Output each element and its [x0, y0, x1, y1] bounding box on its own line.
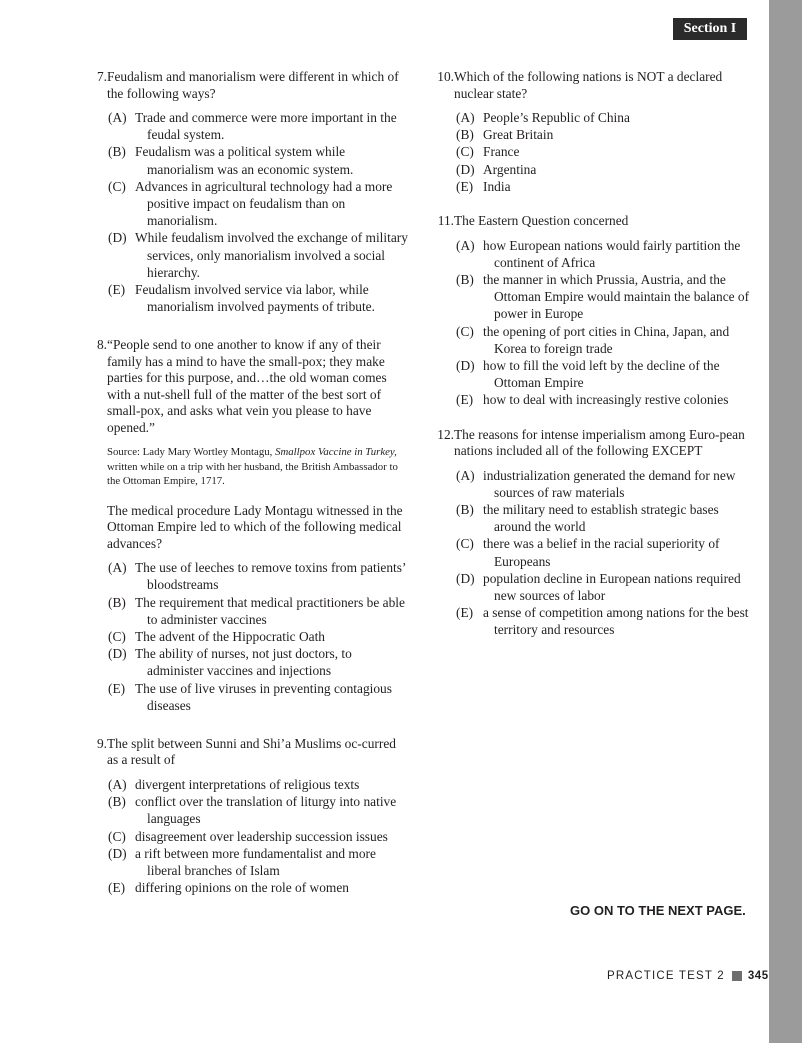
choice-text: divergent interpretations of religious texts: [135, 776, 360, 792]
answer-choice[interactable]: [455, 161, 757, 178]
choice-text: People’s Republic of China: [483, 110, 630, 125]
question-quote: “People send to one another to know if any of their family has a mind to have the small-pox; they make parties for this purpose, and…the old woman comes with a nut-shell full of the matter of the best sort of small-pox, and asks what vein you please to have opened.”: [107, 337, 387, 435]
choice-letter: (E): [456, 178, 474, 194]
choice-text: Great Britain: [483, 127, 554, 143]
choice-letter: (A): [108, 560, 127, 576]
choice-text: a sense of competition among nations for the best territory and resources: [483, 605, 749, 638]
choice-text: Feudalism was a political system while manorialism was an economic system.: [135, 144, 354, 177]
answer-choice[interactable]: [455, 237, 757, 271]
choice-text: The requirement that medical practitioners be able to administer vaccines: [135, 594, 405, 627]
choice-letter: (A): [108, 776, 127, 792]
choice-letter: (B): [108, 594, 126, 610]
choice-text: The ability of nurses, not just doctors, to administer vaccines and injections: [135, 646, 352, 679]
question-stem-text: The split between Sunni and Shi’a Muslims oc-curred as a result of: [107, 735, 396, 768]
choice-letter: (D): [108, 230, 127, 246]
question-stem-text: The reasons for intense imperialism among Euro-pean nations included all of the following EXCEPT: [454, 426, 745, 459]
answer-choices: [432, 109, 757, 195]
answer-choice[interactable]: [455, 126, 757, 143]
answer-choice[interactable]: [108, 143, 408, 177]
choice-letter: (D): [108, 845, 127, 861]
answer-choice[interactable]: [455, 467, 757, 501]
answer-choice[interactable]: [455, 604, 757, 638]
choice-letter: (E): [456, 605, 474, 621]
choice-text: the manner in which Prussia, Austria, and the Ottoman Empire would maintain the balance of power in Europe: [483, 271, 750, 322]
right-column: [432, 69, 757, 657]
question-block: [90, 69, 408, 315]
choice-letter: (C): [456, 323, 474, 339]
answer-choice[interactable]: [108, 828, 408, 845]
question-number: 12.: [437, 426, 454, 442]
footer-test-label: PRACTICE TEST 2: [607, 970, 725, 982]
answer-choice[interactable]: [455, 143, 757, 160]
answer-choice[interactable]: [108, 680, 408, 714]
answer-choice[interactable]: [455, 271, 757, 323]
choice-letter: (B): [456, 501, 474, 517]
choice-text: The advent of the Hippocratic Oath: [135, 628, 325, 644]
answer-choice[interactable]: [108, 628, 408, 645]
question-block: [432, 69, 757, 195]
answer-choice[interactable]: [108, 879, 408, 896]
answer-choice[interactable]: [108, 178, 408, 230]
left-column: [90, 69, 408, 918]
choice-text: how to deal with increasingly restive colonies: [483, 392, 729, 408]
choice-text: how to fill the void left by the decline of the Ottoman Empire: [483, 357, 720, 391]
question-block: [432, 213, 757, 409]
source-prefix: Source: Lady Mary Wortley Montagu,: [107, 446, 276, 459]
choice-letter: (E): [108, 680, 126, 696]
answer-choice[interactable]: [455, 501, 757, 535]
answer-choice[interactable]: [108, 845, 408, 879]
choice-text: the military need to establish strategic bases around the world: [483, 501, 719, 535]
answer-choices: [90, 559, 408, 714]
choice-letter: (A): [456, 467, 475, 483]
choice-text: France: [483, 144, 520, 160]
answer-choices: [90, 109, 408, 315]
question-stem-text: Feudalism and manorialism were different in which of the following ways?: [107, 69, 399, 101]
choice-text: India: [483, 178, 511, 194]
question-stem: [90, 736, 408, 769]
question-stem: [432, 69, 757, 102]
source-citation: [107, 445, 408, 489]
choice-text: Argentina: [483, 161, 537, 177]
question-stem-text: The medical procedure Lady Montagu witnessed in the Ottoman Empire led to which of the following medical advances?: [107, 502, 403, 551]
source-title: Smallpox Vaccine in Turkey,: [275, 446, 397, 459]
question-number: 9.: [96, 735, 107, 751]
choice-text: Advances in agricultural technology had a more positive impact on feudalism than on manorialism.: [135, 178, 393, 229]
answer-choice[interactable]: [455, 109, 757, 126]
question-stem: [90, 337, 408, 436]
answer-choice[interactable]: [108, 594, 408, 628]
page-footer: [607, 969, 769, 983]
answer-choice[interactable]: [455, 391, 757, 408]
choice-letter: (A): [108, 110, 127, 125]
answer-choice[interactable]: [108, 559, 408, 593]
question-number: 10.: [437, 69, 454, 84]
page-number: 345: [747, 970, 769, 982]
choice-letter: (B): [108, 794, 126, 810]
choice-letter: (D): [456, 357, 475, 373]
answer-choice[interactable]: [455, 535, 757, 569]
answer-choice[interactable]: [108, 109, 408, 143]
choice-letter: (A): [456, 237, 475, 253]
section-label: Section I: [673, 18, 747, 40]
choice-letter: (B): [456, 271, 474, 287]
choice-text: Feudalism involved service via labor, while manorialism involved payments of tribute.: [135, 282, 375, 315]
answer-choice[interactable]: [455, 323, 757, 357]
choice-text: The use of leeches to remove toxins from patients’ bloodstreams: [135, 560, 406, 593]
answer-choice[interactable]: [455, 357, 757, 391]
question-stem-text: Which of the following nations is NOT a declared nuclear state?: [454, 69, 723, 101]
answer-choice[interactable]: [108, 281, 408, 315]
answer-choices: [90, 776, 408, 896]
choice-letter: (A): [456, 110, 475, 125]
choice-text: the opening of port cities in China, Japan, and Korea to foreign trade: [483, 323, 730, 356]
choice-letter: (D): [456, 570, 475, 586]
answer-choice[interactable]: [108, 793, 408, 827]
choice-text: how European nations would fairly partition the continent of Africa: [483, 237, 741, 270]
choice-letter: (C): [456, 144, 474, 160]
choice-letter: (E): [108, 880, 126, 896]
source-suffix: written while on a trip with her husband, the British Ambassador to the Ottoman Empire, 1717.: [107, 460, 398, 488]
answer-choice[interactable]: [455, 178, 757, 195]
choice-letter: (B): [108, 144, 126, 160]
choice-text: conflict over the translation of liturgy into native languages: [135, 794, 397, 827]
answer-choice[interactable]: [455, 570, 757, 604]
question-block: [90, 736, 408, 896]
question-stem: [90, 69, 408, 102]
choice-text: While feudalism involved the exchange of military services, only manorialism involved a social hierarchy.: [135, 230, 408, 280]
question-stem-text: The Eastern Question concerned: [454, 213, 629, 229]
answer-choice[interactable]: [108, 229, 408, 281]
choice-text: industrialization generated the demand for new sources of raw materials: [483, 467, 736, 500]
choice-text: disagreement over leadership succession issues: [135, 828, 388, 844]
question-number: 7.: [96, 69, 107, 84]
answer-choices: [432, 237, 757, 409]
choice-letter: (D): [108, 646, 127, 662]
choice-letter: (C): [108, 628, 126, 644]
choice-letter: (D): [456, 161, 475, 177]
choice-text: Trade and commerce were more important in the feudal system.: [135, 110, 397, 143]
choice-letter: (E): [456, 392, 474, 408]
choice-letter: (C): [108, 828, 126, 844]
choice-text: population decline in European nations required new sources of labor: [483, 570, 741, 603]
choice-letter: (C): [108, 178, 126, 194]
choice-text: there was a belief in the racial superiority of Europeans: [483, 536, 720, 569]
question-number: 8.: [96, 337, 107, 353]
choice-text: a rift between more fundamentalist and more liberal branches of Islam: [135, 845, 376, 878]
answer-choice[interactable]: [108, 645, 408, 679]
question-stem: [432, 427, 757, 460]
question-block: [432, 427, 757, 639]
go-on-notice: GO ON TO THE NEXT PAGE.: [570, 903, 746, 918]
choice-text: differing opinions on the role of women: [135, 880, 349, 896]
footer-square-icon: [732, 971, 742, 981]
choice-letter: (C): [456, 536, 474, 552]
choice-letter: (E): [108, 282, 126, 298]
question-block: [90, 337, 408, 714]
page-edge-bar: [769, 0, 802, 1043]
choice-text: The use of live viruses in preventing contagious diseases: [135, 680, 392, 713]
answer-choices: [432, 467, 757, 639]
answer-choice[interactable]: [108, 776, 408, 793]
question-number: 11.: [437, 213, 454, 229]
choice-letter: (B): [456, 127, 474, 143]
question-stem: [432, 213, 757, 230]
